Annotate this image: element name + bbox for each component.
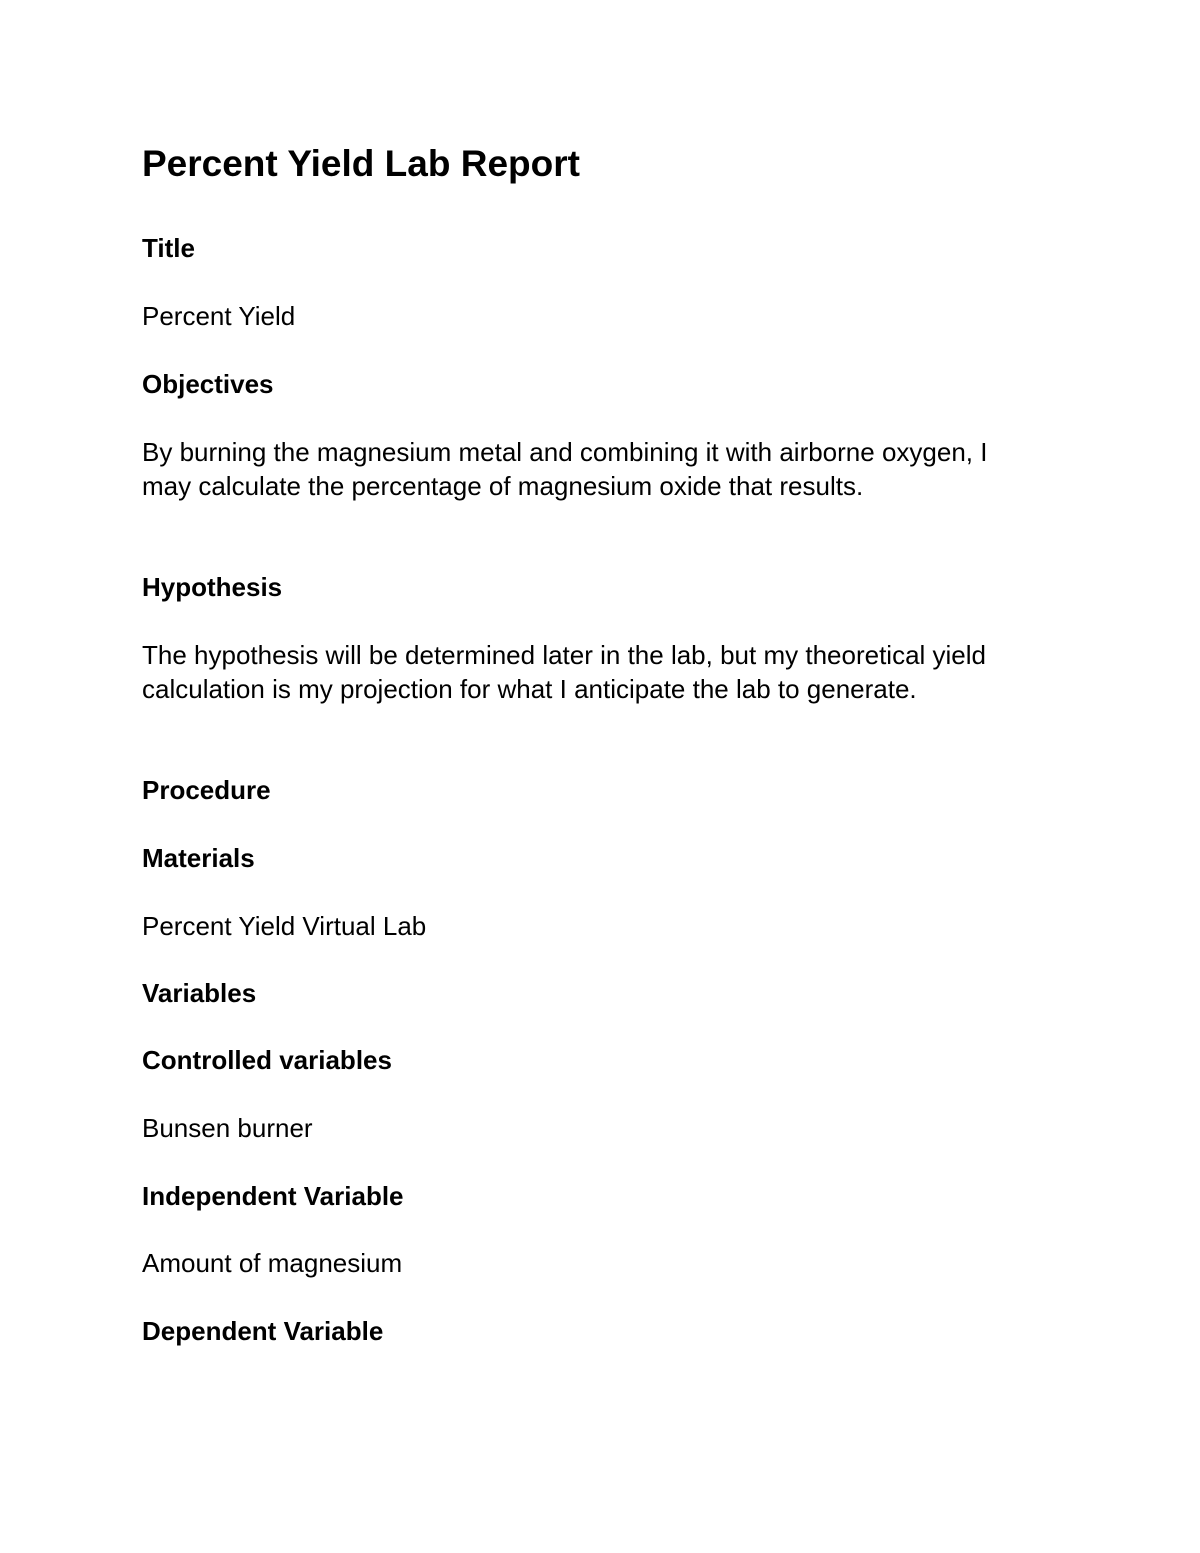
materials-heading: Materials bbox=[142, 843, 255, 873]
document-title: Percent Yield Lab Report bbox=[142, 143, 580, 184]
hypothesis-text: The hypothesis will be determined later in the lab, but my theoretical yield calculation is my projection for what I anticipate the lab to generate. bbox=[142, 640, 986, 704]
dependent-variable-heading: Dependent Variable bbox=[142, 1316, 384, 1346]
objectives-text: By burning the magnesium metal and combining it with airborne oxygen, I may calculate the percentage of magnesium oxide that results. bbox=[142, 437, 988, 501]
hypothesis-heading: Hypothesis bbox=[142, 572, 283, 602]
procedure-heading: Procedure bbox=[142, 775, 271, 805]
independent-variable-text: Amount of magnesium bbox=[142, 1248, 403, 1278]
controlled-variables-text: Bunsen burner bbox=[142, 1113, 313, 1143]
title-text: Percent Yield bbox=[142, 301, 296, 331]
title-heading: Title bbox=[142, 233, 195, 263]
materials-text: Percent Yield Virtual Lab bbox=[142, 911, 427, 941]
independent-variable-heading: Independent Variable bbox=[142, 1181, 404, 1211]
objectives-heading: Objectives bbox=[142, 369, 274, 399]
variables-heading: Variables bbox=[142, 978, 257, 1008]
controlled-variables-heading: Controlled variables bbox=[142, 1045, 392, 1075]
